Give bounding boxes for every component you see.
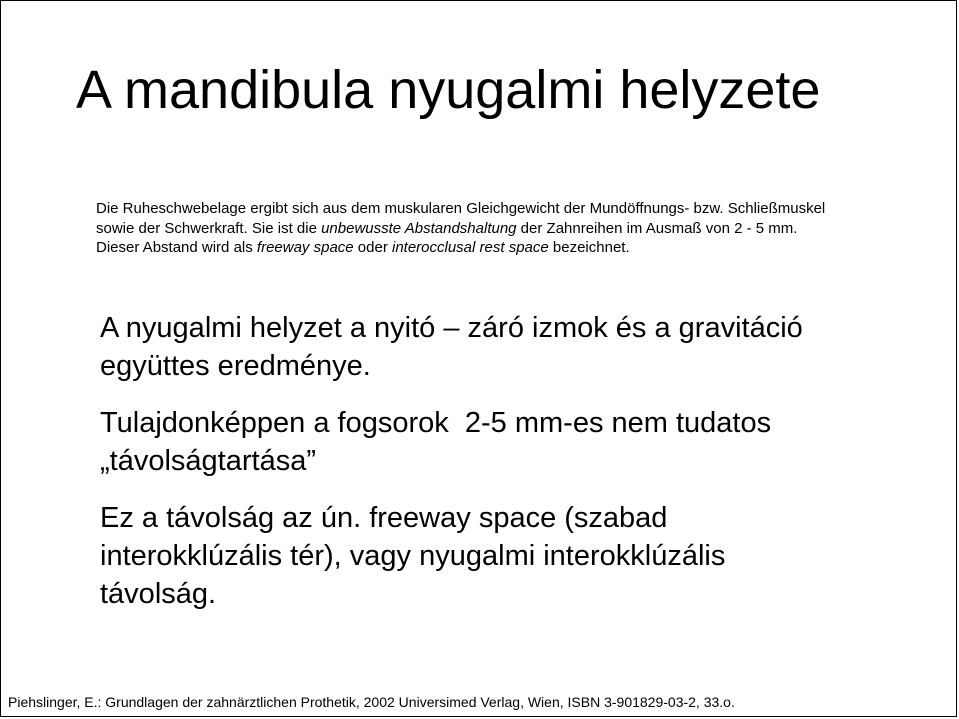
hungarian-line: távolság. — [100, 578, 217, 610]
hungarian-body — [100, 309, 900, 632]
german-note-text: bezeichnet. — [548, 239, 630, 256]
hungarian-paragraph — [100, 499, 900, 613]
german-note-text: Dieser Abstand wird als — [96, 239, 257, 256]
german-note-emphasis: unbewusste Abstandshaltung — [321, 219, 517, 237]
german-note-emphasis: interocclusal rest space — [391, 239, 549, 256]
hungarian-line: „távolságtartása” — [100, 445, 316, 477]
hungarian-paragraph — [100, 404, 900, 480]
german-note-emphasis: freeway space — [256, 239, 354, 256]
page-title: A mandibula nyugalmi helyzete — [76, 60, 821, 120]
hungarian-line: interokklúzális tér), vagy nyugalmi interokklúzális — [100, 540, 726, 572]
hungarian-line: A nyugalmi helyzet a nyitó – záró izmok és a gravitáció — [100, 312, 803, 344]
german-note-text: der Zahnreihen im Ausmaß von 2 - 5 mm. — [516, 219, 798, 237]
hungarian-paragraph — [100, 309, 900, 385]
hungarian-line: együttes eredménye. — [100, 350, 371, 382]
hungarian-line: Tulajdonképpen a fogsorok 2-5 mm-es nem tudatos — [100, 407, 772, 439]
german-note-line-3 — [96, 238, 916, 258]
hungarian-line: Ez a távolság az ún. freeway space (szabad — [100, 502, 668, 534]
german-note-text: Die Ruheschwebelage ergibt sich aus dem muskularen Gleichgewicht der Mundöffnungs- bzw. Schließmuskel — [96, 200, 826, 217]
german-citation-note — [96, 199, 916, 258]
german-note-text: oder — [353, 239, 392, 256]
german-note-text: sowie der Schwerkraft. Sie ist die — [96, 219, 322, 237]
german-note-line-1 — [96, 199, 916, 219]
german-note-line-2 — [96, 219, 916, 239]
footer-citation: Piehslinger, E.: Grundlagen der zahnärztlichen Prothetik, 2002 Universimed Verlag, Wien, ISBN 3-901829-03-2, 33.o. — [8, 694, 735, 710]
